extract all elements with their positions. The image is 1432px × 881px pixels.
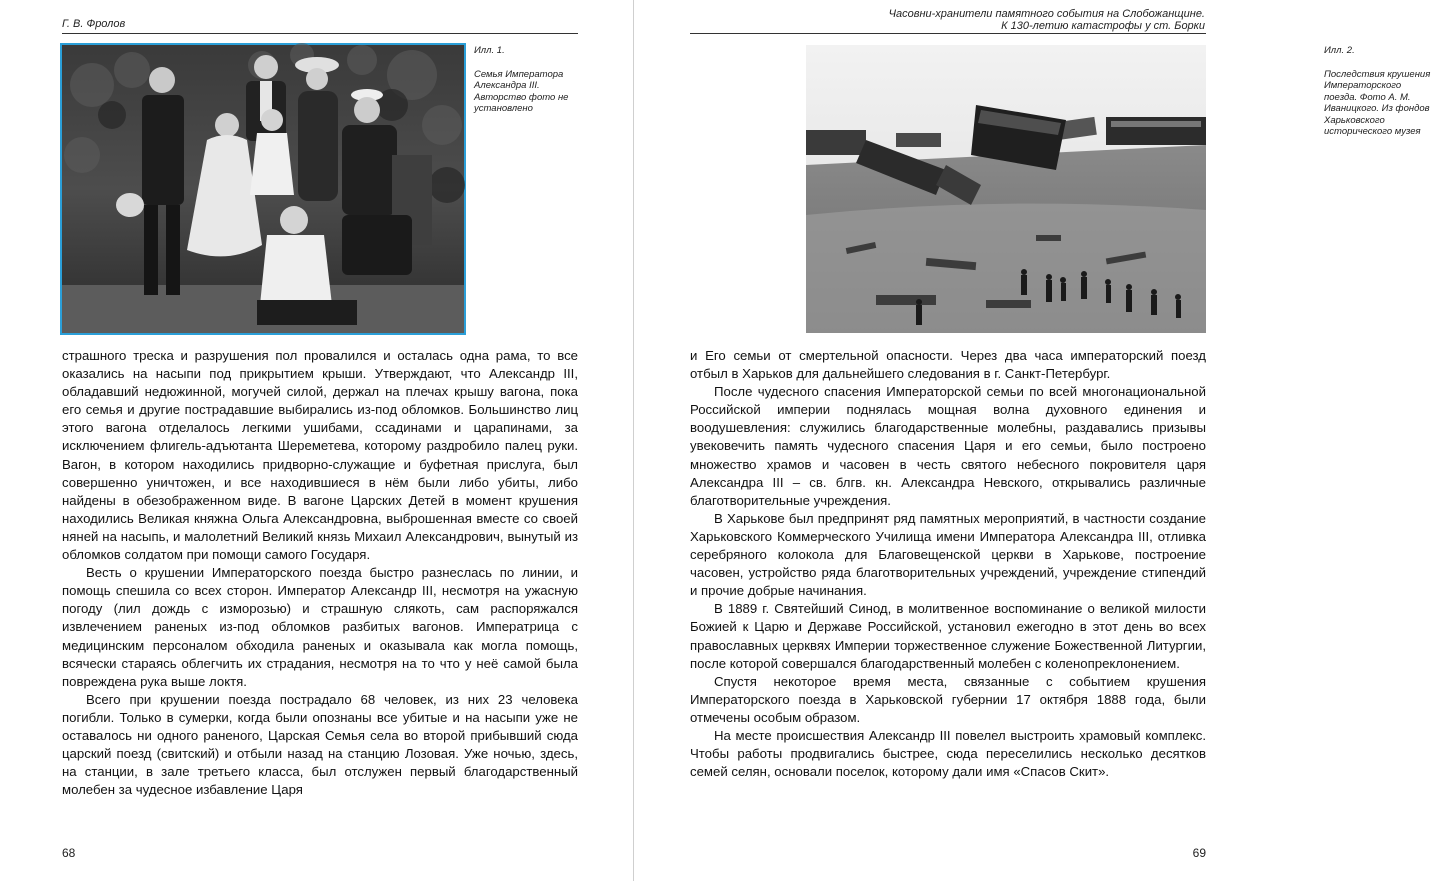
header-rule [690, 33, 1206, 34]
paragraph: Всего при крушении поезда пострадало 68 человек, из них 23 человека погибли. Только в сумерки, когда были опознаны все убитые и на насыпи уже не оставалось ни одного раненого, Царская Семья села во второй прибывший сюда царский поезд (свитский) и отбыли назад на станцию Лозовая. Уже ночью, здесь, на станции, в зале третьего класса, был отслужен первый благодарственный молебен за чудесное избавление Царя [62, 691, 578, 798]
running-head-line-1: Часовни-хранители памятного события на Слобожанщине. [888, 8, 1205, 20]
family-photo-illustration [62, 45, 464, 333]
paragraph: Спустя некоторое время места, связанные с событием крушения Императорского поезда в Харьковской губернии 17 октября 1888 года, были отмечены особым образом. [690, 673, 1206, 725]
paragraph: На месте происшествия Александр III повелел выстроить храмовый комплекс. Чтобы работы продвигались быстрее, сюда переселились несколько десятков семей селян, основали поселок, которому дали имя «Спасов Скит». [690, 727, 1206, 780]
left-body-text [62, 347, 578, 799]
figure-2-caption-text: Последствия крушения Императорского поезда. Фото А. М. Иваницкого. Из фондов Харьковского исторического музея [1324, 68, 1431, 137]
left-page [0, 0, 633, 881]
paragraph: В 1889 г. Святейший Синод, в молитвенное воспоминание о великой милости Божией к Царю и Державе Российской, установил ежегодно в этот день во всех православных церквях Империи торжественное служение Божественной Литургии, после которой совершался благодарственный молебен с коленопреклонением. [690, 601, 1206, 671]
figure-1-caption [474, 45, 584, 115]
page-number: 69 [1192, 846, 1206, 860]
header-rule [62, 33, 578, 34]
figure-2-caption [1324, 45, 1432, 138]
paragraph: и Его семьи от смертельной опасности. Через два часа императорский поезд отбыл в Харьков для дальнейшего следования в г. Санкт-Петербург. [690, 348, 1206, 382]
train-wreck-photo [806, 45, 1206, 333]
figure-2-label: Илл. 2. [1324, 45, 1355, 56]
right-body-text [690, 347, 1206, 781]
page-number: 68 [62, 846, 76, 860]
running-head-title [889, 8, 1205, 32]
figure-1-caption-text: Семья Императора Александра III. Авторство фото не установлено [474, 68, 569, 114]
running-head-line-2: К 130-летию катастрофы у ст. Борки [1001, 20, 1205, 32]
figure-1-label: Илл. 1. [474, 45, 505, 56]
paragraph: В Харькове был предпринят ряд памятных мероприятий, в частности создание Харьковского Коммерческого Училища имени Императора Александра III, отливка серебряного колокола для Благовещенской церкви в Харькове, построение часовен, устройство ряда благотворительных учреждений, учреждение стипендий и прочие добрые начинания. [690, 510, 1206, 599]
running-head-author: Г. В. Фролов [62, 18, 126, 30]
paragraph: страшного треска и разрушения пол провалился и осталась одна рама, то все оказались на насыпи под прикрытием крыши. Утверждают, что Александр III, обладавший недюжинной, могучей силой, держал на плечах крышу вагона, пока его семья и другие пострадавшие выбирались из-под обломков. Большинство лиц этого вагона отделалось легкими ушибами, ссадинами и царапинами, за исключением флигель-адъютанта Шереметева, которому раздробило палец руки. Вагон, в котором находились придворно-служащие и буфетная прислуга, был совершенно уничтожен, и все находившиеся в нём были либо убиты, либо найдены в обезображенном виде. В вагоне Царских Детей в момент крушения находились Великая княжна Ольга Александровна, выброшенная вместе со своей няней на насыпь, и малолетний Великий князь Михаил Александрович, вынутый из обломков солдатом при помощи самого Государя. [62, 348, 578, 563]
paragraph: После чудесного спасения Императорской семьи по всей многонациональной Российской империи поднялась мощная волна духовного единения и воодушевления: служились благодарственные молебны, раздавались призывы увековечить память чудесного спасения Царя и его семьи, было построено множество храмов и часовен в честь святого небесного покровителя царя Александра III – св. блгв. кн. Александра Невского, открывались различные благотворительные учреждения. [690, 384, 1206, 508]
train-wreck-illustration [806, 45, 1206, 333]
family-photo [62, 45, 464, 333]
paragraph: Весть о крушении Императорского поезда быстро разнеслась по линии, и помощь спешила со всех сторон. Император Александр III, несмотря на ужасную погоду (лил дождь с изморозью) и страшную слякоть, сам распоряжался извлечением раненых из-под обломков разбитых вагонов. Императрица с медицинским персоналом обходила раненых и оказывала как могла помощь, всячески стараясь облегчить их страдания, несмотря на то что у неё самой была повреждена рука выше локтя. [62, 565, 578, 689]
